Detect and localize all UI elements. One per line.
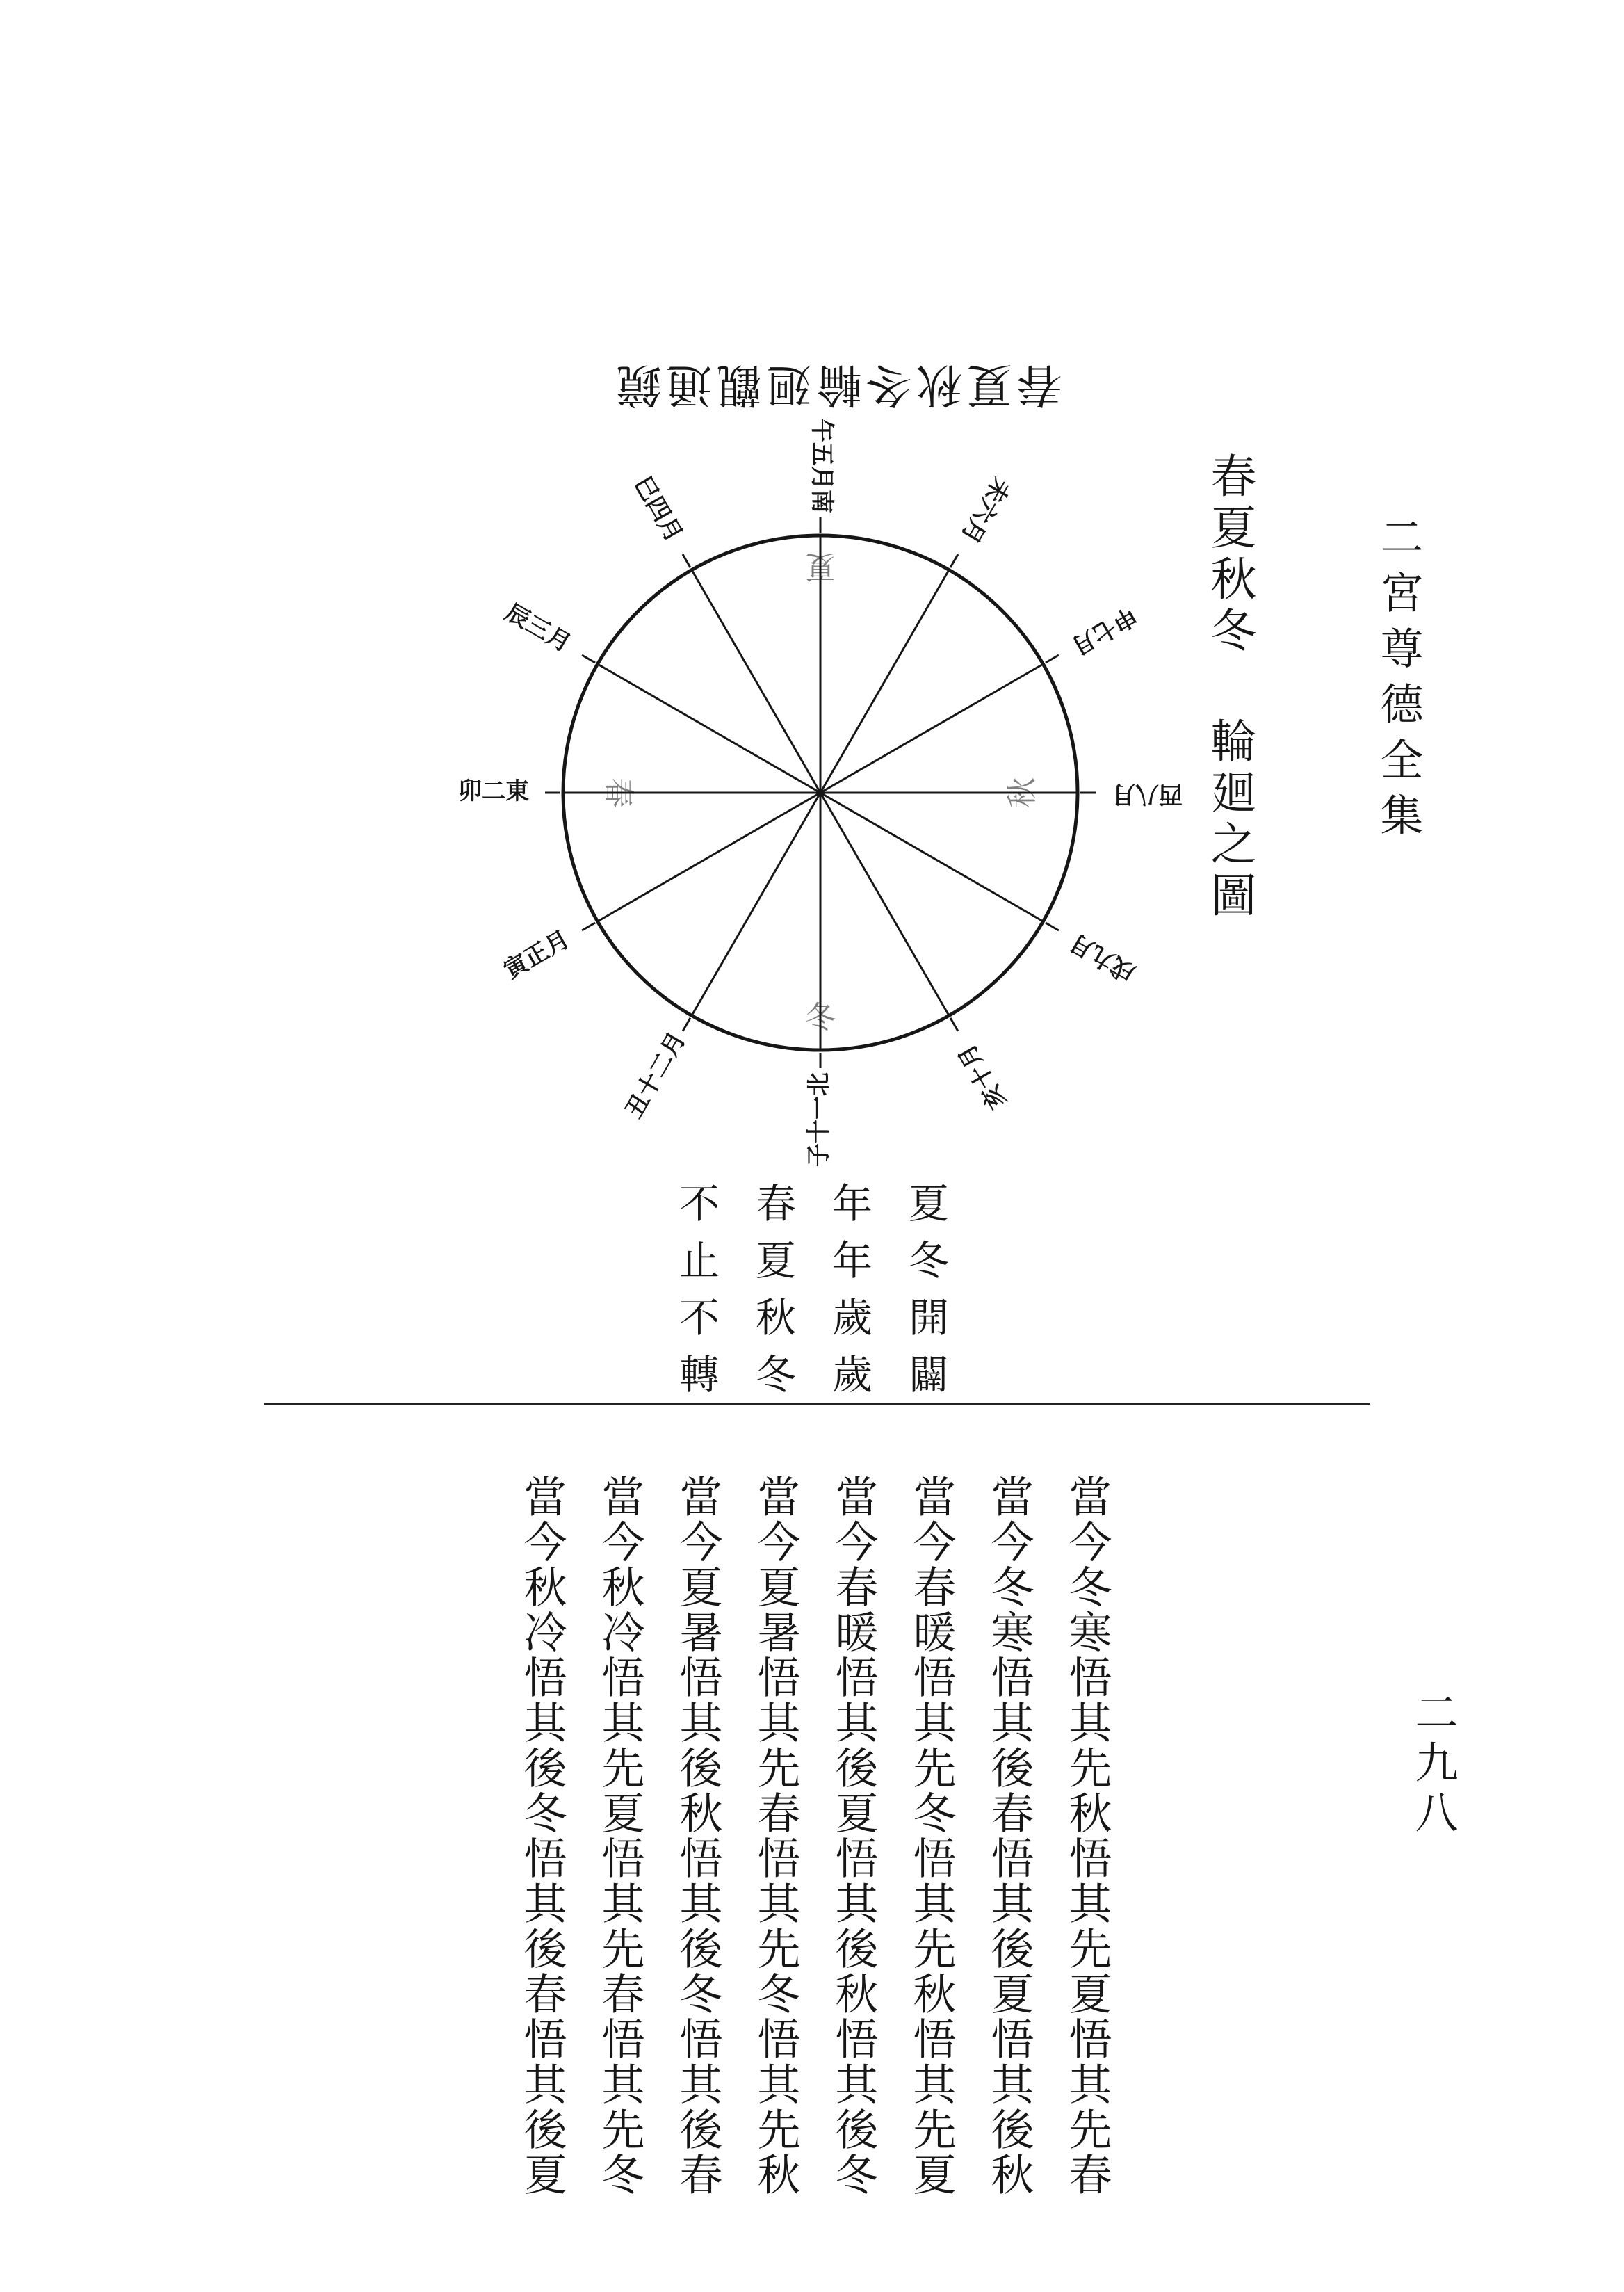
season-label-winter: 冬 bbox=[805, 1000, 836, 1035]
month-label-8: 丑十二月 bbox=[619, 1027, 692, 1123]
month-label-5: 戌九月 bbox=[1064, 927, 1141, 987]
season-wheel-diagram bbox=[431, 403, 1183, 1168]
month-label-10: 卯二東 bbox=[458, 777, 529, 805]
month-label-2: 未六月 bbox=[955, 472, 1015, 549]
season-label-summer: 夏 bbox=[805, 549, 836, 584]
rim-tick bbox=[683, 1018, 690, 1031]
body-line-8: 當今秋冷悟其後冬悟其後春悟其後夏 bbox=[517, 1474, 567, 2197]
month-label-7: 子十一北 bbox=[805, 1072, 833, 1167]
rim-tick bbox=[582, 923, 595, 930]
month-label-3: 申七月 bbox=[1066, 600, 1142, 661]
rim-tick bbox=[950, 1018, 958, 1031]
body-line-6: 當今夏暑悟其後秋悟其後冬悟其後春 bbox=[672, 1474, 723, 2197]
body-line-3: 當今春暖悟其先冬悟其先秋悟其先夏 bbox=[906, 1474, 957, 2197]
body-line-5: 當今夏暑悟其先春悟其先冬悟其先秋 bbox=[750, 1474, 801, 2197]
month-label-6: 亥十月 bbox=[952, 1038, 1013, 1115]
season-label-autumn: 秋 bbox=[1005, 777, 1040, 808]
rim-tick bbox=[582, 655, 595, 663]
rim-tick bbox=[1046, 923, 1059, 930]
verse-line-2: 年年歲歲 bbox=[825, 1182, 872, 1410]
body-line-2: 當今冬寒悟其後春悟其後夏悟其後秋 bbox=[984, 1474, 1034, 2197]
rim-tick bbox=[1046, 655, 1059, 663]
body-line-7: 當今秋冷悟其先夏悟其先春悟其先冬 bbox=[594, 1474, 645, 2197]
season-label-spring: 春 bbox=[601, 777, 636, 808]
verse-line-3: 春夏秋冬 bbox=[749, 1182, 796, 1410]
section-divider bbox=[264, 1403, 1370, 1405]
month-label-9: 寅正月 bbox=[498, 925, 575, 985]
month-label-4: 西八月 bbox=[1112, 780, 1183, 808]
rim-tick bbox=[950, 554, 958, 567]
month-label-1: 午五月南 bbox=[808, 419, 836, 513]
page-number: 二九八 bbox=[1408, 1690, 1459, 1840]
diagram-caption: 春夏秋冬 輪廻之圖 bbox=[1203, 452, 1256, 923]
verse-line-1: 夏冬開闢 bbox=[902, 1182, 949, 1410]
month-label-12: 巳四月 bbox=[628, 471, 688, 547]
running-head: 二宮尊德全集 bbox=[1373, 515, 1424, 848]
verse-line-4: 不止不轉 bbox=[672, 1182, 720, 1410]
body-line-4: 當今春暖悟其後夏悟其後秋悟其後冬 bbox=[828, 1474, 879, 2197]
rim-tick bbox=[683, 554, 690, 567]
diagram-title: 春夏秋冬輪廻觀通鏡 bbox=[612, 358, 1062, 412]
body-line-1: 當今冬寒悟其先秋悟其先夏悟其先春 bbox=[1062, 1474, 1112, 2197]
month-label-11: 辰三月 bbox=[500, 598, 576, 659]
